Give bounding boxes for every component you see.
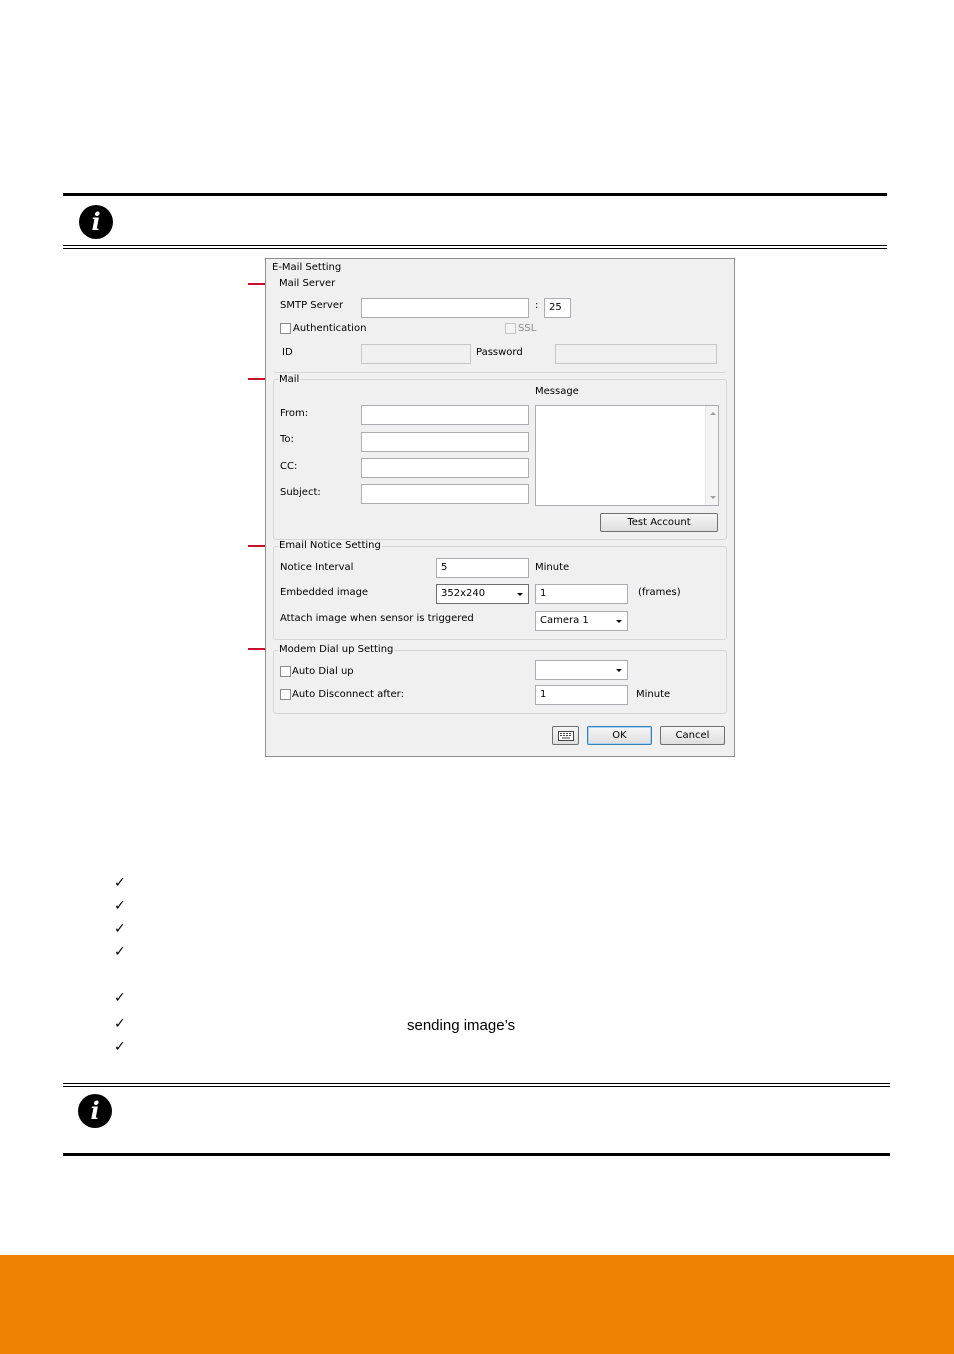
- password-input[interactable]: [555, 344, 717, 364]
- camera-select[interactable]: [535, 611, 628, 631]
- subject-label: Subject:: [280, 487, 321, 498]
- authentication-label: Authentication: [293, 323, 367, 334]
- check-mark-icon: ✓: [114, 1016, 126, 1032]
- info-icon: i: [79, 205, 113, 239]
- scroll-down-icon[interactable]: [710, 496, 716, 499]
- auto-disconnect-checkbox[interactable]: [280, 689, 291, 700]
- embedded-image-value: 352x240: [441, 588, 486, 599]
- frames-input[interactable]: 1: [535, 584, 628, 604]
- chevron-down-icon: [616, 669, 622, 672]
- message-label: Message: [535, 386, 579, 397]
- info-icon: i: [78, 1094, 112, 1128]
- auto-disconnect-label: Auto Disconnect after:: [292, 689, 404, 700]
- note-bottom-rule: [63, 245, 887, 249]
- ssl-label: SSL: [518, 323, 537, 334]
- check-mark-icon: ✓: [114, 1039, 126, 1055]
- note2-top-rule: [63, 1083, 890, 1087]
- message-scrollbar[interactable]: [705, 406, 718, 505]
- modem-group: [273, 650, 727, 714]
- embedded-image-label: Embedded image: [280, 587, 369, 598]
- dialog-title: E-Mail Setting: [272, 262, 342, 273]
- subject-input[interactable]: [361, 484, 529, 504]
- chevron-down-icon: [616, 620, 622, 623]
- smtp-server-input[interactable]: [361, 298, 529, 318]
- footer-bar: [0, 1255, 954, 1354]
- note2-bottom-rule: [63, 1153, 890, 1156]
- message-textarea[interactable]: [535, 405, 719, 506]
- sending-image-text: sending image’s: [407, 1017, 516, 1034]
- ssl-checkbox[interactable]: [505, 323, 516, 334]
- check-mark-icon: ✓: [114, 921, 126, 937]
- authentication-checkbox[interactable]: [280, 323, 291, 334]
- ok-button[interactable]: OK: [587, 726, 652, 745]
- mail-label: Mail: [279, 374, 300, 385]
- cc-input[interactable]: [361, 458, 529, 478]
- smtp-server-label: SMTP Server: [280, 300, 344, 311]
- scroll-up-icon[interactable]: [710, 412, 716, 415]
- to-label: To:: [280, 434, 294, 445]
- disconnect-minutes-input[interactable]: 1: [535, 685, 628, 705]
- disconnect-unit: Minute: [636, 689, 671, 700]
- notice-interval-input[interactable]: 5: [436, 558, 529, 578]
- keyboard-icon: [558, 731, 574, 741]
- id-label: ID: [282, 347, 293, 358]
- camera-value: Camera 1: [540, 615, 589, 626]
- chevron-down-icon: [517, 593, 523, 596]
- cancel-button[interactable]: Cancel: [660, 726, 725, 745]
- check-mark-icon: ✓: [114, 944, 126, 960]
- modem-label: Modem Dial up Setting: [279, 644, 394, 655]
- notice-label: Email Notice Setting: [279, 540, 381, 551]
- id-input[interactable]: [361, 344, 471, 364]
- mail-server-label: Mail Server: [279, 278, 336, 289]
- check-mark-icon: ✓: [114, 875, 126, 891]
- cc-label: CC:: [280, 461, 298, 472]
- embedded-image-select[interactable]: [436, 584, 529, 604]
- to-input[interactable]: [361, 432, 529, 452]
- notice-interval-unit: Minute: [535, 562, 570, 573]
- auto-dial-checkbox[interactable]: [280, 666, 291, 677]
- password-label: Password: [476, 347, 523, 358]
- notice-interval-label: Notice Interval: [280, 562, 354, 573]
- email-setting-dialog: [265, 258, 735, 757]
- dial-up-select[interactable]: [535, 660, 628, 680]
- port-separator: :: [535, 300, 539, 311]
- smtp-port-input[interactable]: 25: [544, 298, 571, 318]
- frames-unit: (frames): [638, 587, 681, 598]
- from-input[interactable]: [361, 405, 529, 425]
- test-account-button[interactable]: Test Account: [600, 513, 718, 532]
- keyboard-button[interactable]: [552, 726, 579, 745]
- from-label: From:: [280, 408, 309, 419]
- note-top-rule: [63, 193, 887, 196]
- check-mark-icon: ✓: [114, 898, 126, 914]
- attach-image-label: Attach image when sensor is triggered: [280, 613, 474, 624]
- check-mark-icon: ✓: [114, 990, 126, 1006]
- auto-dial-label: Auto Dial up: [292, 666, 354, 677]
